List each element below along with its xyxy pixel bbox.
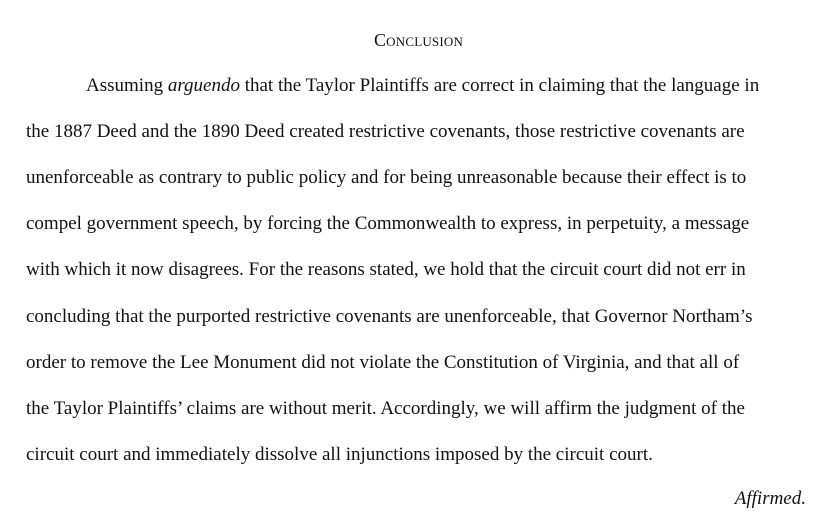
line1-italic-term: arguendo [167, 75, 240, 96]
paragraph-line-8: the Taylor Plaintiffs’ claims are without merit. Accordingly, we will affirm the judgment of the [26, 398, 745, 419]
paragraph-line-4: compel government speech, by forcing the Commonwealth to express, in perpetuity, a message [26, 213, 750, 234]
paragraph-line-7: order to remove the Lee Monument did not violate the Constitution of Virginia, and that all of [26, 352, 740, 373]
paragraph-line-6: concluding that the purported restrictive covenants are unenforceable, that Governor Northam’s [26, 306, 753, 327]
paragraph-line-3: unenforceable as contrary to public policy and for being unreasonable because their effect is to [26, 167, 747, 188]
line1-text-before: Assuming [86, 75, 168, 96]
paragraph-line-9: circuit court and immediately dissolve all injunctions imposed by the circuit court. [26, 444, 653, 465]
line1-text-after: that the Taylor Plaintiffs are correct in claiming that the language in [239, 75, 760, 96]
paragraph-line-5: with which it now disagrees. For the reasons stated, we hold that the circuit court did not err in [26, 259, 746, 280]
section-heading: Conclusion [373, 30, 464, 50]
disposition-text: Affirmed. [734, 488, 806, 509]
paragraph-line-1 [86, 75, 759, 97]
paragraph-line-2: the 1887 Deed and the 1890 Deed created restrictive covenants, those restrictive covenants are [26, 121, 745, 142]
